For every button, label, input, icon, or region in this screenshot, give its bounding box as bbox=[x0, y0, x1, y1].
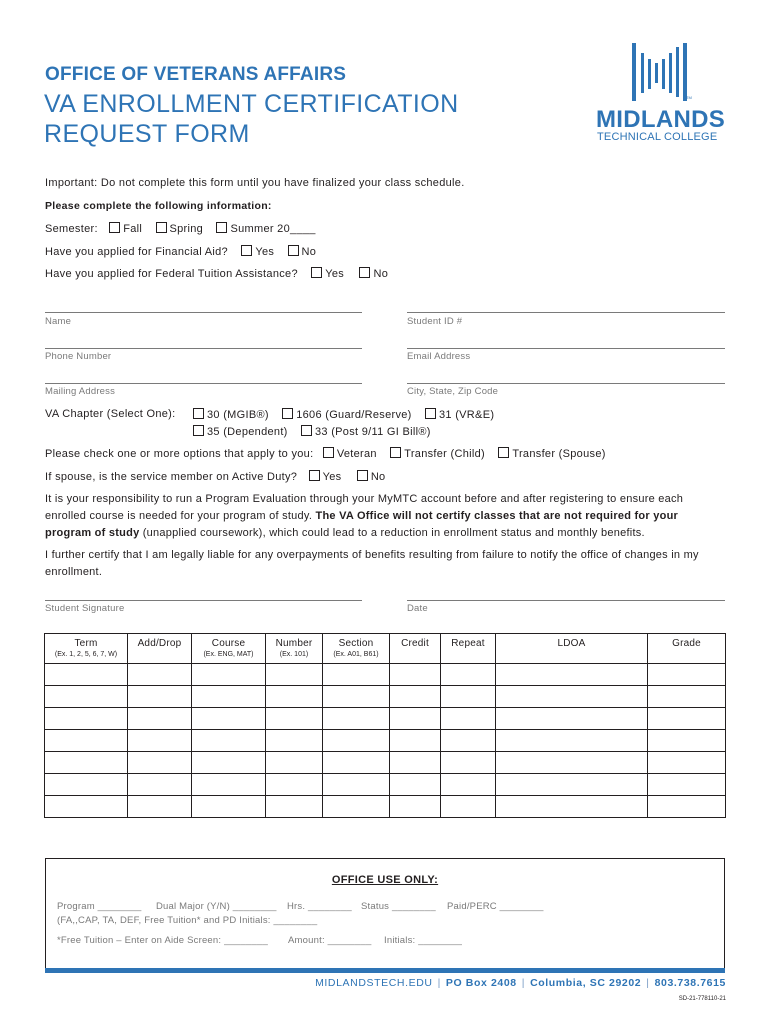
semester-label: Semester: bbox=[45, 223, 98, 235]
email-field[interactable] bbox=[407, 348, 725, 349]
chapter-31-label: 31 (VR&E) bbox=[439, 409, 495, 421]
table-cell[interactable] bbox=[441, 708, 496, 730]
table-cell[interactable] bbox=[192, 664, 266, 686]
table-row bbox=[45, 686, 726, 708]
table-cell[interactable] bbox=[266, 774, 323, 796]
financial-aid-no-label: No bbox=[301, 246, 317, 258]
student-id-label: Student ID # bbox=[407, 316, 463, 327]
column-add-drop: Add/Drop bbox=[128, 634, 192, 664]
apply-row bbox=[45, 447, 606, 460]
transfer-spouse-label: Transfer (Spouse) bbox=[512, 448, 606, 460]
table-cell[interactable] bbox=[128, 664, 192, 686]
table-cell[interactable] bbox=[496, 752, 648, 774]
table-cell[interactable] bbox=[192, 686, 266, 708]
email-label: Email Address bbox=[407, 351, 471, 362]
logo-subtitle: TECHNICAL COLLEGE bbox=[597, 131, 718, 143]
table-cell[interactable] bbox=[323, 752, 390, 774]
footer-separator: | bbox=[646, 977, 650, 989]
veteran-label: Veteran bbox=[336, 448, 377, 460]
table-cell[interactable] bbox=[128, 730, 192, 752]
midlands-logo-icon bbox=[632, 43, 692, 103]
table-cell[interactable] bbox=[323, 686, 390, 708]
student-signature-field[interactable] bbox=[45, 600, 362, 601]
table-cell[interactable] bbox=[496, 686, 648, 708]
table-cell[interactable] bbox=[45, 730, 128, 752]
table-cell[interactable] bbox=[192, 730, 266, 752]
office-heading: OFFICE OF VETERANS AFFAIRS bbox=[45, 64, 347, 85]
footer-separator: | bbox=[521, 977, 526, 989]
table-cell[interactable] bbox=[192, 708, 266, 730]
course-table bbox=[44, 633, 726, 818]
instructions-heading: Please complete the following information: bbox=[45, 200, 272, 212]
table-cell[interactable] bbox=[648, 708, 726, 730]
table-row bbox=[45, 774, 726, 796]
important-note: Important: Do not complete this form until you have finalized your class schedule. bbox=[45, 177, 465, 189]
trademark-mark: TM bbox=[686, 95, 692, 100]
table-cell[interactable] bbox=[441, 796, 496, 818]
phone-label: Phone Number bbox=[45, 351, 112, 362]
semester-summer-label: Summer 20____ bbox=[230, 223, 316, 235]
veteran-checkbox[interactable] bbox=[323, 448, 337, 460]
va-chapter-row1 bbox=[193, 408, 494, 421]
table-cell[interactable] bbox=[496, 708, 648, 730]
table-row bbox=[45, 664, 726, 686]
footer-po-box: PO Box 2408 bbox=[445, 977, 517, 989]
phone-field[interactable] bbox=[45, 348, 362, 349]
semester-spring-checkbox[interactable] bbox=[156, 223, 170, 235]
financial-aid-no-checkbox[interactable] bbox=[288, 246, 302, 258]
footer-separator: | bbox=[437, 977, 441, 989]
column-grade: Grade bbox=[648, 634, 726, 664]
table-header-row bbox=[45, 634, 726, 664]
table-cell[interactable] bbox=[390, 752, 441, 774]
table-cell[interactable] bbox=[266, 730, 323, 752]
table-cell[interactable] bbox=[192, 752, 266, 774]
table-row bbox=[45, 730, 726, 752]
table-row bbox=[45, 708, 726, 730]
name-label: Name bbox=[45, 316, 72, 327]
semester-row bbox=[45, 222, 316, 235]
chapter-33-label: 33 (Post 9/11 GI Bill®) bbox=[315, 426, 431, 438]
spouse-yes-checkbox[interactable] bbox=[309, 471, 323, 483]
table-cell[interactable] bbox=[45, 708, 128, 730]
table-cell[interactable] bbox=[390, 708, 441, 730]
table-cell[interactable] bbox=[441, 730, 496, 752]
table-cell[interactable] bbox=[648, 730, 726, 752]
tuition-assistance-yes-label: Yes bbox=[325, 268, 345, 280]
office-hrs[interactable]: Hrs. ________ bbox=[287, 901, 352, 912]
form-code: SD-21-778110-21 bbox=[678, 996, 726, 1002]
tuition-assistance-yes-checkbox[interactable] bbox=[311, 268, 325, 280]
chapter-33-checkbox[interactable] bbox=[301, 426, 315, 438]
table-cell[interactable] bbox=[45, 774, 128, 796]
transfer-child-label: Transfer (Child) bbox=[404, 448, 485, 460]
mailing-address-field[interactable] bbox=[45, 383, 362, 384]
table-cell[interactable] bbox=[496, 664, 648, 686]
responsibility-paragraph bbox=[45, 491, 725, 542]
table-cell[interactable] bbox=[390, 796, 441, 818]
table-row bbox=[45, 752, 726, 774]
responsibility-text-end: (unapplied coursework), which could lead to a reduction in enrollment status and monthly benefits. bbox=[139, 527, 645, 539]
table-cell[interactable] bbox=[128, 796, 192, 818]
footer-bar bbox=[45, 968, 725, 973]
table-cell[interactable] bbox=[323, 796, 390, 818]
spouse-question: If spouse, is the service member on Active Duty? bbox=[45, 471, 298, 483]
table-cell[interactable] bbox=[648, 796, 726, 818]
table-cell[interactable] bbox=[323, 730, 390, 752]
column-number: Number (Ex. 101) bbox=[266, 634, 323, 664]
column-course: Course (Ex. ENG, MAT) bbox=[192, 634, 266, 664]
column-section: Section (Ex. A01, B61) bbox=[323, 634, 390, 664]
column-term: Term (Ex. 1, 2, 5, 6, 7, W) bbox=[45, 634, 128, 664]
table-cell[interactable] bbox=[390, 730, 441, 752]
footer-phone[interactable]: 803.738.7615 bbox=[654, 977, 726, 989]
column-repeat: Repeat bbox=[441, 634, 496, 664]
table-cell[interactable] bbox=[266, 708, 323, 730]
financial-aid-yes-checkbox[interactable] bbox=[241, 246, 255, 258]
table-cell[interactable] bbox=[390, 774, 441, 796]
responsibility-text: It is your responsibility to run a Program Evaluation through your MyMTC account before and after registering to ensure each enrolled course is needed for your program of study. bbox=[45, 493, 684, 522]
footer-contact bbox=[300, 977, 726, 989]
chapter-1606-label: 1606 (Guard/Reserve) bbox=[296, 409, 412, 421]
transfer-child-checkbox[interactable] bbox=[390, 448, 404, 460]
va-chapter-label: VA Chapter (Select One): bbox=[45, 408, 176, 420]
responsibility-bold-text: The VA Office will not certify classes that are not required for your program of study bbox=[45, 510, 679, 539]
chapter-30-checkbox[interactable] bbox=[193, 409, 207, 421]
table-cell[interactable] bbox=[390, 686, 441, 708]
column-ldoa: LDOA bbox=[496, 634, 648, 664]
chapter-1606-checkbox[interactable] bbox=[282, 409, 296, 421]
table-cell[interactable] bbox=[45, 664, 128, 686]
table-cell[interactable] bbox=[441, 664, 496, 686]
office-use-title: OFFICE USE ONLY: bbox=[331, 874, 439, 886]
va-chapter-row2 bbox=[193, 425, 431, 438]
table-cell[interactable] bbox=[266, 664, 323, 686]
office-amount[interactable]: Amount: ________ bbox=[288, 935, 372, 946]
table-cell[interactable] bbox=[192, 774, 266, 796]
logo-name: MIDLANDS bbox=[596, 106, 726, 133]
tuition-assistance-no-checkbox[interactable] bbox=[359, 268, 373, 280]
table-cell[interactable] bbox=[266, 752, 323, 774]
chapter-31-checkbox[interactable] bbox=[425, 409, 439, 421]
table-cell[interactable] bbox=[266, 796, 323, 818]
office-fa-initials[interactable]: (FA,,CAP, TA, DEF, Free Tuition* and PD Initials: ________ bbox=[57, 915, 318, 926]
office-paid-perc[interactable]: Paid/PERC ________ bbox=[447, 901, 544, 912]
table-cell[interactable] bbox=[128, 686, 192, 708]
student-signature-label: Student Signature bbox=[45, 603, 125, 614]
footer-city: Columbia, SC 29202 bbox=[530, 977, 642, 989]
semester-spring-label: Spring bbox=[169, 223, 204, 235]
office-program[interactable]: Program ________ bbox=[57, 901, 142, 912]
table-cell[interactable] bbox=[128, 752, 192, 774]
city-state-zip-label: City, State, Zip Code bbox=[407, 386, 499, 397]
table-cell[interactable] bbox=[441, 752, 496, 774]
apply-label: Please check one or more options that apply to you: bbox=[45, 448, 314, 460]
office-initials[interactable]: Initials: ________ bbox=[384, 935, 463, 946]
tuition-assistance-no-label: No bbox=[373, 268, 389, 280]
table-row bbox=[45, 796, 726, 818]
office-free-tuition[interactable]: *Free Tuition – Enter on Aide Screen: ________ bbox=[57, 935, 268, 946]
financial-aid-question: Have you applied for Financial Aid? bbox=[45, 246, 228, 258]
table-cell[interactable] bbox=[648, 774, 726, 796]
date-label: Date bbox=[407, 603, 428, 614]
table-cell[interactable] bbox=[648, 664, 726, 686]
financial-aid-yes-label: Yes bbox=[255, 246, 275, 258]
table-cell[interactable] bbox=[323, 774, 390, 796]
office-dual-major[interactable]: Dual Major (Y/N) ________ bbox=[156, 901, 277, 912]
chapter-35-label: 35 (Dependent) bbox=[207, 426, 288, 438]
spouse-no-label: No bbox=[370, 471, 386, 483]
certify-paragraph: I further certify that I am legally liable for any overpayments of benefits resulting from failure to notify the office of changes in my enrollment. bbox=[45, 549, 699, 578]
financial-aid-row bbox=[45, 245, 316, 258]
tuition-assistance-question: Have you applied for Federal Tuition Assistance? bbox=[45, 268, 298, 280]
date-field[interactable] bbox=[407, 600, 725, 601]
city-state-zip-field[interactable] bbox=[407, 383, 725, 384]
tuition-assistance-row bbox=[45, 267, 388, 280]
spouse-yes-label: Yes bbox=[322, 471, 342, 483]
chapter-30-label: 30 (MGIB®) bbox=[207, 409, 269, 421]
table-cell[interactable] bbox=[266, 686, 323, 708]
table-cell[interactable] bbox=[128, 774, 192, 796]
semester-summer-checkbox[interactable] bbox=[216, 223, 230, 235]
semester-fall-label: Fall bbox=[123, 223, 143, 235]
form-title-line1: VA ENROLLMENT CERTIFICATION bbox=[44, 90, 459, 118]
table-cell[interactable] bbox=[441, 686, 496, 708]
table-cell[interactable] bbox=[45, 752, 128, 774]
student-id-field[interactable] bbox=[407, 312, 725, 313]
table-cell[interactable] bbox=[648, 686, 726, 708]
footer-website[interactable]: MIDLANDSTECH.EDU bbox=[315, 977, 433, 989]
table-cell[interactable] bbox=[128, 708, 192, 730]
spouse-row bbox=[45, 470, 385, 483]
chapter-35-checkbox[interactable] bbox=[193, 426, 207, 438]
table-cell[interactable] bbox=[496, 774, 648, 796]
transfer-spouse-checkbox[interactable] bbox=[498, 448, 512, 460]
column-credit: Credit bbox=[390, 634, 441, 664]
semester-fall-checkbox[interactable] bbox=[109, 223, 123, 235]
table-cell[interactable] bbox=[441, 774, 496, 796]
table-cell[interactable] bbox=[648, 752, 726, 774]
name-field[interactable] bbox=[45, 312, 362, 313]
table-cell[interactable] bbox=[323, 708, 390, 730]
office-status[interactable]: Status ________ bbox=[361, 901, 436, 912]
table-cell[interactable] bbox=[192, 796, 266, 818]
table-cell[interactable] bbox=[496, 730, 648, 752]
table-cell[interactable] bbox=[323, 664, 390, 686]
mailing-address-label: Mailing Address bbox=[45, 386, 116, 397]
table-cell[interactable] bbox=[45, 686, 128, 708]
form-title-line2: REQUEST FORM bbox=[44, 120, 250, 148]
spouse-no-checkbox[interactable] bbox=[357, 471, 371, 483]
table-cell[interactable] bbox=[496, 796, 648, 818]
table-cell[interactable] bbox=[390, 664, 441, 686]
table-cell[interactable] bbox=[45, 796, 128, 818]
